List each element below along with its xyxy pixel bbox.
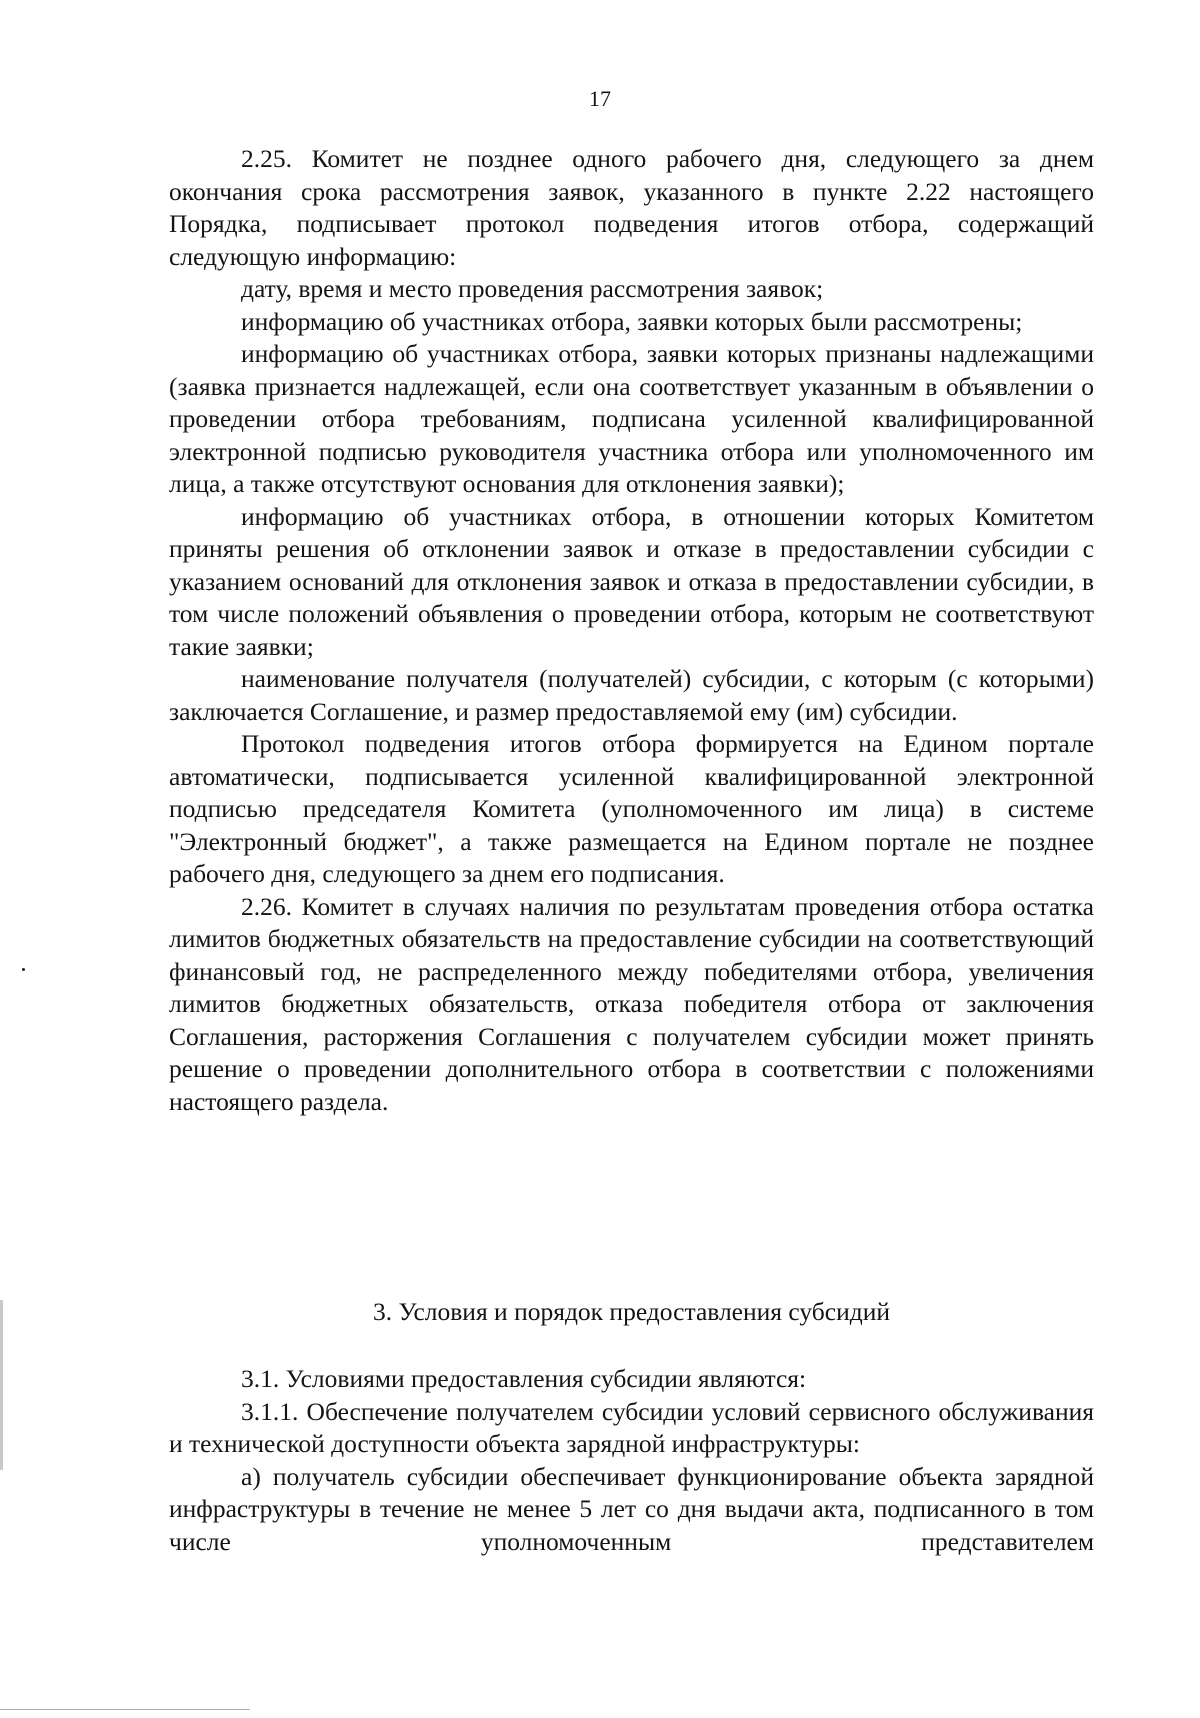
section-3-heading: 3. Условия и порядок предоставления субсидий xyxy=(372,1297,891,1326)
paragraph-protocol: Протокол подведения итогов отбора формируется на Едином портале автоматически, подписывается усиленной квалифицированной электронной подписью председателя Комитета (уполномоченного им лица) в системе "Электронный бюджет", а также размещается на Едином портале не позднее рабочего дня, следующего за днем его подписания. xyxy=(169,729,1094,888)
paragraph-3-1: 3.1. Условиями предоставления субсидии являются: xyxy=(241,1364,807,1393)
section-2-text xyxy=(169,143,1094,1118)
paragraph-item-proper: информацию об участниках отбора, заявки которых признаны надлежащими (заявка признается надлежащей, если она соответствует указанным в объявлении о проведении отбора требованиям, подписана усиленной квалифицированной электронной подписью руководителя участника отбора или уполномоченного им лица, а также отсутствуют основания для отклонения заявки); xyxy=(169,339,1094,498)
paragraph-item-reviewed: информацию об участниках отбора, заявки которых были рассмотрены; xyxy=(241,306,1023,336)
paragraph-2-26: 2.26. Комитет в случаях наличия по результатам проведения отбора остатка лимитов бюджетных обязательств на предоставление субсидии на соответствующий финансовый год, не распределенного между победителями отбора, увеличения лимитов бюджетных обязательств, отказа победителя отбора от заключения Соглашения, расторжения Соглашения с получателем субсидии может принять решение о проведении дополнительного отбора в соответствии с положениями настоящего раздела. xyxy=(169,891,1094,1116)
paragraph-3-1-1-a: а) получатель субсидии обеспечивает функционирование объекта зарядной инфраструктуры в течение не менее 5 лет со дня выдачи акта, подписанного в том числе уполномоченным представителем xyxy=(169,1461,1094,1556)
page-number: 17 xyxy=(589,86,611,111)
paragraph-item-date: дату, время и место проведения рассмотрения заявок; xyxy=(241,274,824,303)
scan-bottom-line xyxy=(0,1709,250,1710)
paragraph-item-recipient: наименование получателя (получателей) субсидии, с которым (с которыми) заключается Соглашение, и размер предоставляемой ему (им) субсидии. xyxy=(169,664,1094,726)
scan-edge-mark xyxy=(0,1300,3,1470)
section-3-text xyxy=(169,1363,1094,1558)
paragraph-item-rejected: информацию об участниках отбора, в отношении которых Комитетом приняты решения об отклонении заявок и отказе в предоставлении субсидии с указанием оснований для отклонения заявок и отказа в предоставлении субсидии, в том числе положений объявления о проведении отбора, которым не соответствуют такие заявки; xyxy=(169,501,1094,661)
paragraph-3-1-1: 3.1.1. Обеспечение получателем субсидии условий сервисного обслуживания и технической доступности объекта зарядной инфраструктуры: xyxy=(169,1396,1094,1458)
scan-speck xyxy=(22,968,25,971)
paragraph-2-25: 2.25. Комитет не позднее одного рабочего дня, следующего за днем окончания срока рассмотрения заявок, указанного в пункте 2.22 настоящего Порядка, подписывает протокол подведения итогов отбора, содержащий следующую информацию: xyxy=(169,144,1094,271)
